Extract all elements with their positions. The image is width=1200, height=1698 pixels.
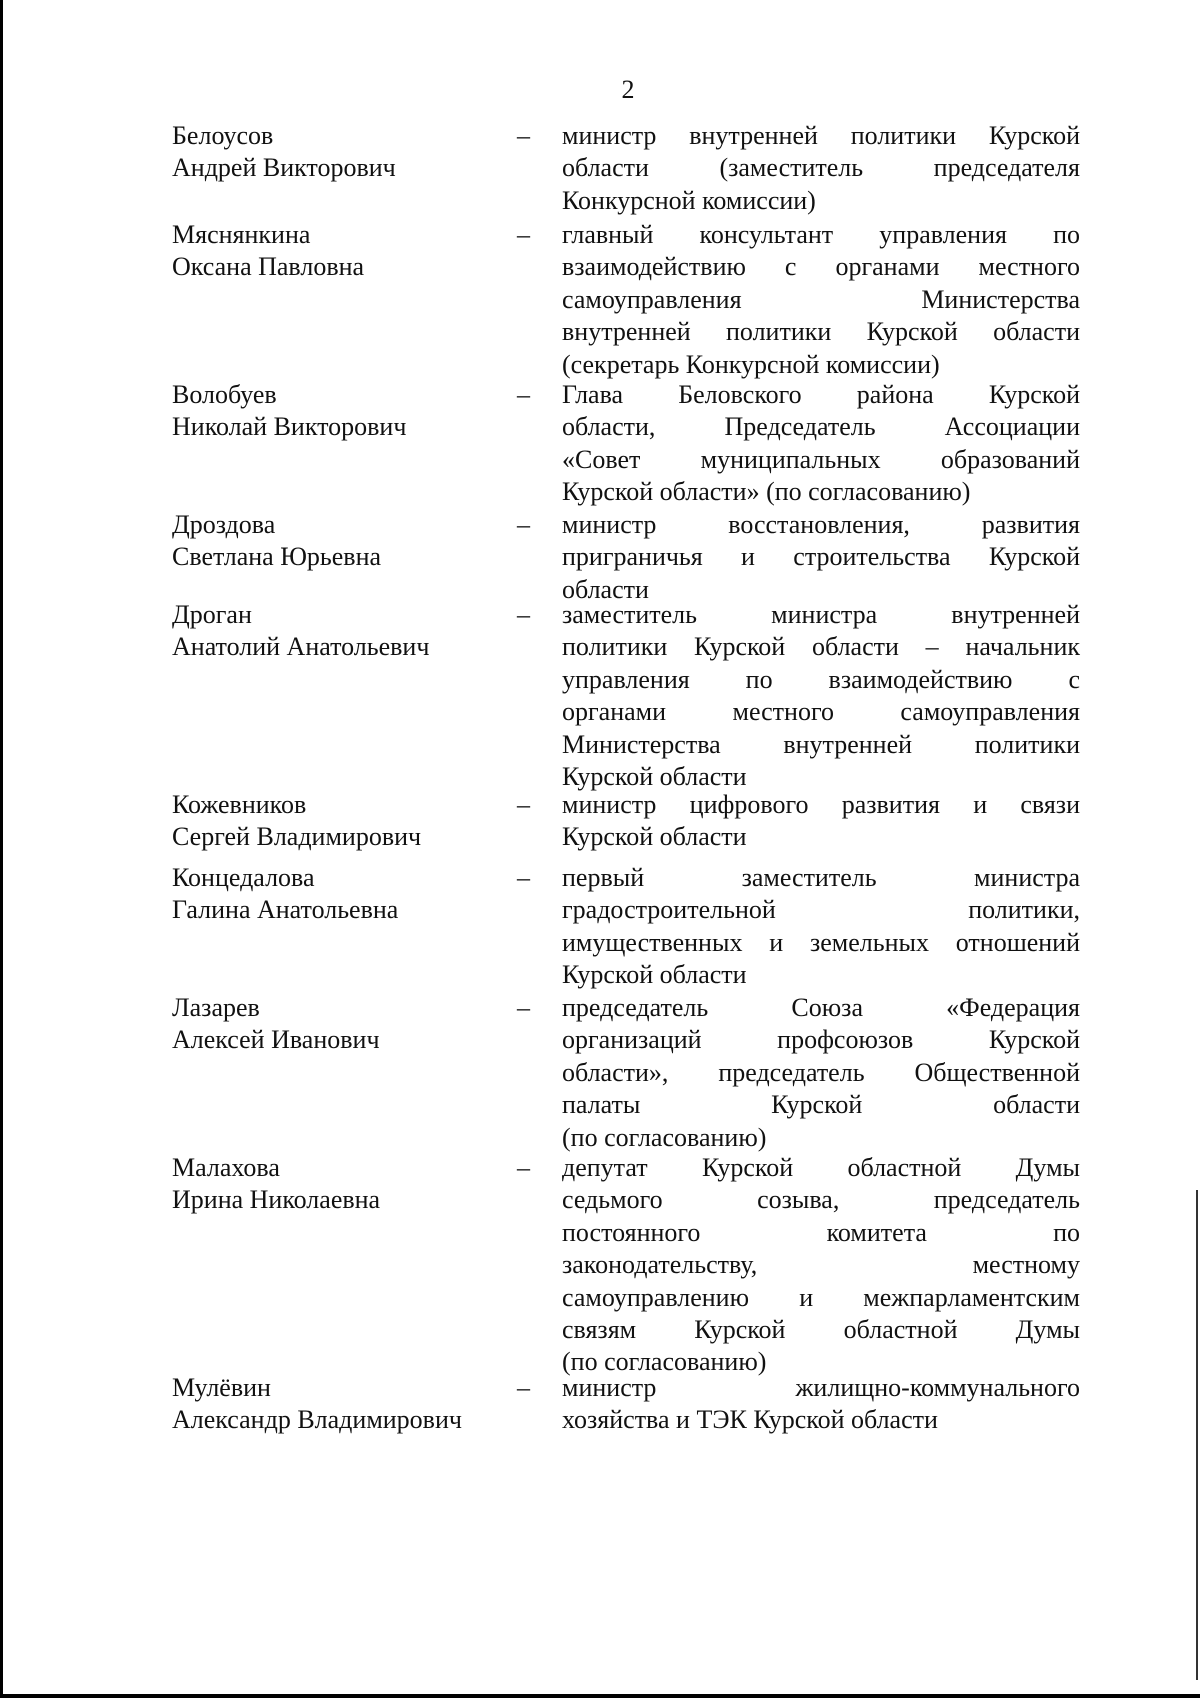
member-dash: – xyxy=(517,510,530,539)
position-line: имущественных и земельных отношений xyxy=(562,927,1080,957)
member-entry xyxy=(172,789,1080,854)
member-entry xyxy=(172,862,1080,992)
member-name xyxy=(172,1372,517,1437)
member-given-names: Светлана Юрьевна xyxy=(172,542,382,572)
position-line: области (заместитель председателя xyxy=(562,153,1080,183)
position-line: министр внутренней политики Курской xyxy=(562,121,1080,150)
position-line: самоуправления Министерства xyxy=(562,284,1080,314)
position-line: министр жилищно-коммунального xyxy=(562,1373,1080,1402)
member-position xyxy=(562,862,1080,992)
member-surname: Дроган xyxy=(172,600,252,629)
member-given-names: Алексей Иванович xyxy=(172,1025,380,1055)
position-line: «Совет муниципальных образований xyxy=(562,444,1080,474)
member-entry xyxy=(172,992,1080,1154)
member-entry xyxy=(172,379,1080,509)
member-surname: Мулёвин xyxy=(172,1373,271,1402)
member-surname: Концедалова xyxy=(172,863,315,892)
member-name xyxy=(172,862,517,927)
position-line: законодательству, местному xyxy=(562,1250,1080,1280)
scan-right-edge xyxy=(1196,1190,1198,1680)
member-name xyxy=(172,379,517,444)
member-dash: – xyxy=(517,863,530,892)
member-given-names: Галина Анатольевна xyxy=(172,895,399,925)
position-line: внутренней политики Курской области xyxy=(562,317,1080,347)
member-given-names: Оксана Павловна xyxy=(172,252,365,282)
member-name xyxy=(172,992,517,1057)
member-entry xyxy=(172,120,1080,217)
member-position xyxy=(562,379,1080,509)
member-name xyxy=(172,789,517,854)
member-entry xyxy=(172,1372,1080,1437)
position-line: связям Курской областной Думы xyxy=(562,1315,1080,1345)
position-line: министр цифрового развития и связи xyxy=(562,790,1080,819)
position-line: Курской области xyxy=(562,762,747,792)
position-line: депутат Курской областной Думы xyxy=(562,1153,1080,1182)
position-line: области», председатель Общественной xyxy=(562,1057,1080,1087)
member-position xyxy=(562,1152,1080,1379)
member-surname: Малахова xyxy=(172,1153,280,1182)
member-given-names: Александр Владимирович xyxy=(172,1405,462,1435)
member-given-names: Ирина Николаевна xyxy=(172,1185,381,1215)
member-position xyxy=(562,992,1080,1154)
position-line: министр восстановления, развития xyxy=(562,510,1080,539)
member-surname: Белоусов xyxy=(172,121,274,150)
position-line: (по согласованию) xyxy=(562,1347,767,1377)
member-given-names: Анатолий Анатольевич xyxy=(172,632,430,662)
position-line: Министерства внутренней политики xyxy=(562,729,1080,759)
position-line: взаимодействию с органами местного xyxy=(562,252,1080,282)
member-position xyxy=(562,219,1080,381)
scan-left-edge xyxy=(0,0,3,1698)
position-line: Курской области xyxy=(562,822,747,852)
position-line: области xyxy=(562,574,649,604)
member-dash: – xyxy=(517,121,530,150)
member-position xyxy=(562,1372,1080,1437)
member-entry xyxy=(172,599,1080,793)
scan-bottom-edge xyxy=(0,1694,1200,1698)
member-dash: – xyxy=(517,600,530,629)
position-line: самоуправлению и межпарламентским xyxy=(562,1282,1080,1312)
position-line: первый заместитель министра xyxy=(562,863,1080,892)
member-name xyxy=(172,120,517,185)
member-dash: – xyxy=(517,1373,530,1402)
member-surname: Волобуев xyxy=(172,380,277,409)
member-position xyxy=(562,789,1080,854)
member-dash: – xyxy=(517,380,530,409)
member-position xyxy=(562,120,1080,217)
position-line: области, Председатель Ассоциации xyxy=(562,412,1080,442)
position-line: постоянного комитета по xyxy=(562,1217,1080,1247)
member-surname: Мяснянкина xyxy=(172,220,311,249)
position-line: палаты Курской области xyxy=(562,1090,1080,1120)
member-given-names: Николай Викторович xyxy=(172,412,407,442)
member-surname: Дроздова xyxy=(172,510,276,539)
member-name xyxy=(172,1152,517,1217)
member-position xyxy=(562,599,1080,793)
member-entry xyxy=(172,509,1080,606)
member-dash: – xyxy=(517,220,530,249)
position-line: политики Курской области – начальник xyxy=(562,632,1080,662)
member-given-names: Сергей Владимирович xyxy=(172,822,422,852)
position-line: Конкурсной комиссии) xyxy=(562,185,816,215)
member-surname: Лазарев xyxy=(172,993,260,1022)
page-number: 2 xyxy=(621,75,635,104)
position-line: (секретарь Конкурсной комиссии) xyxy=(562,349,940,379)
member-name xyxy=(172,599,517,664)
member-position xyxy=(562,509,1080,606)
position-line: седьмого созыва, председатель xyxy=(562,1185,1080,1215)
position-line: органами местного самоуправления xyxy=(562,697,1080,727)
position-line: (по согласованию) xyxy=(562,1122,767,1152)
member-dash: – xyxy=(517,790,530,819)
position-line: заместитель министра внутренней xyxy=(562,600,1080,629)
member-entry xyxy=(172,219,1080,381)
position-line: председатель Союза «Федерация xyxy=(562,993,1080,1022)
position-line: организаций профсоюзов Курской xyxy=(562,1025,1080,1055)
member-surname: Кожевников xyxy=(172,790,307,819)
position-line: приграничья и строительства Курской xyxy=(562,542,1080,572)
position-line: главный консультант управления по xyxy=(562,220,1080,249)
position-line: Курской области» (по согласованию) xyxy=(562,477,971,507)
position-line: управления по взаимодействию с xyxy=(562,664,1080,694)
position-line: Глава Беловского района Курской xyxy=(562,380,1080,409)
member-name xyxy=(172,509,517,574)
member-given-names: Андрей Викторович xyxy=(172,153,396,183)
member-dash: – xyxy=(517,993,530,1022)
member-entry xyxy=(172,1152,1080,1379)
position-line: Курской области xyxy=(562,960,747,990)
position-line: хозяйства и ТЭК Курской области xyxy=(562,1405,938,1435)
position-line: градостроительной политики, xyxy=(562,895,1080,925)
member-dash: – xyxy=(517,1153,530,1182)
member-name xyxy=(172,219,517,284)
